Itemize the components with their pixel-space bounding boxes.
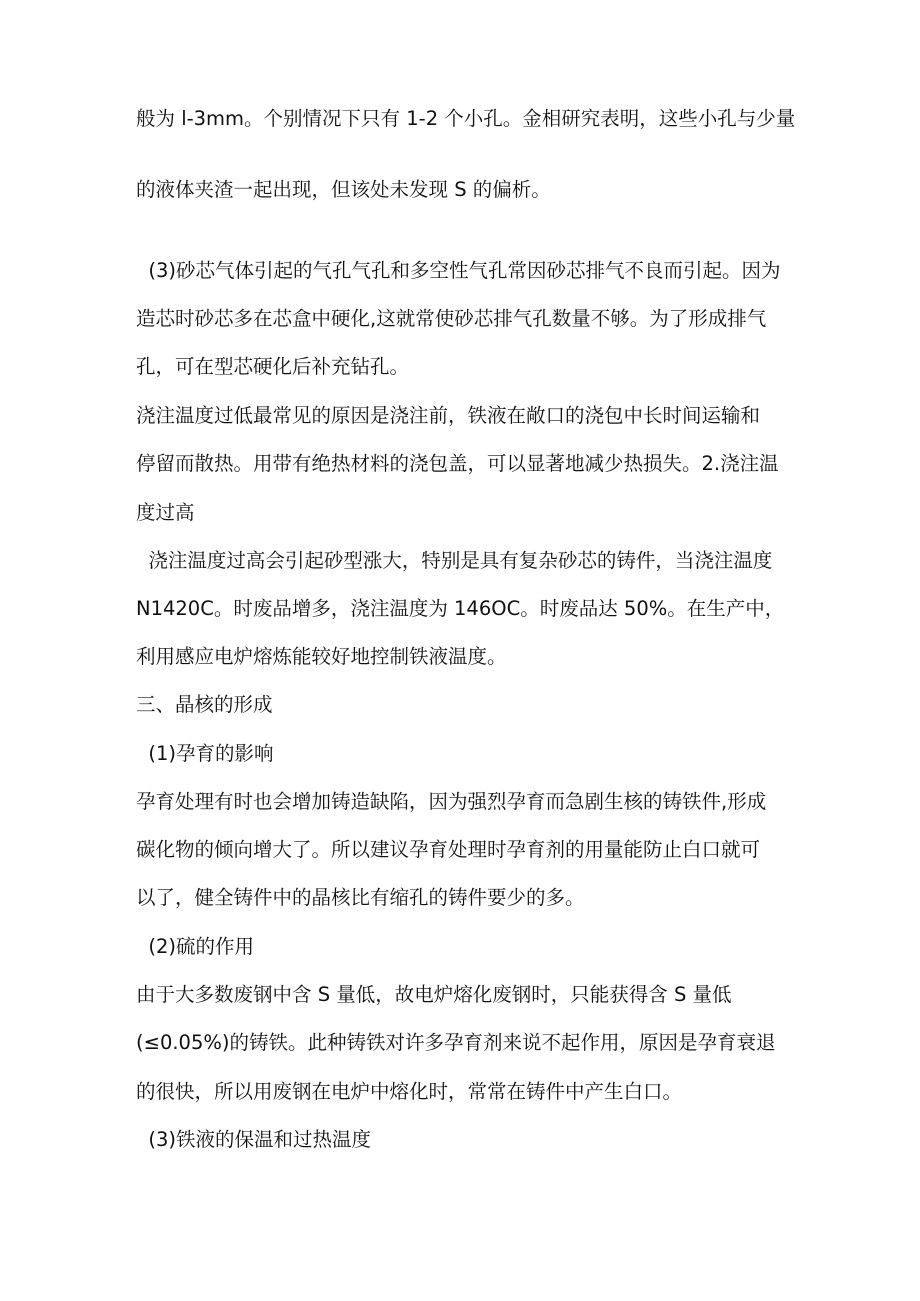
text-line: 浇注温度过低最常见的原因是浇注前，铁液在敞口的浇包中长时间运输和: [136, 404, 761, 427]
text-line: 以了，健全铸件中的晶核比有缩孔的铸件要少的多。: [136, 886, 585, 909]
text-line: 般为 l-3mm。个别情况下只有 1-2 个小孔。金相研究表明，这些小孔与少量: [136, 107, 796, 130]
subsection-heading: (3)铁液的保温和过热温度: [136, 1128, 372, 1151]
section-heading: 三、晶核的形成: [136, 693, 273, 716]
text-line: 利用感应电炉熔炼能较好地控制铁液温度。: [136, 645, 507, 668]
text-line: 的很快，所以用废钢在电炉中熔化时，常常在铸件中产生白口。: [136, 1080, 683, 1103]
text-line: 造芯时砂芯多在芯盒中硬化,这就常使砂芯排气孔数量不够。为了形成排气: [136, 307, 767, 330]
text-line: (3)砂芯气体引起的气孔气孔和多空性气孔常因砂芯排气不良而引起。因为: [136, 259, 781, 282]
text-line: 孕育处理有时也会增加铸造缺陷，因为强烈孕育而急剧生核的铸铁件,形成: [136, 790, 767, 813]
text-line: 度过高: [136, 501, 195, 524]
subsection-heading: (1)孕育的影响: [136, 742, 274, 765]
text-line: 的液体夹渣一起出现，但该处未发现 S 的偏析。: [136, 178, 551, 201]
subsection-heading: (2)硫的作用: [136, 935, 255, 958]
text-line: 由于大多数废钢中含 S 量低，故电炉熔化废钢时，只能获得含 S 量低: [136, 983, 732, 1006]
text-line: 孔，可在型芯硬化后补充钻孔。: [136, 355, 410, 378]
text-line: (≤0.05%)的铸铁。此种铸铁对许多孕育剂来说不起作用，原因是孕育衰退: [136, 1031, 776, 1054]
text-line: 碳化物的倾向增大了。所以建议孕育处理时孕育剂的用量能防止白口就可: [136, 838, 761, 861]
text-line: 浇注温度过高会引起砂型涨大，特别是具有复杂砂芯的铸件，当浇注温度: [136, 549, 773, 572]
text-line: 停留而散热。用带有绝热材料的浇包盖，可以显著地减少热损失。2.浇注温: [136, 452, 779, 475]
text-line: N1420C。时废品增多，浇注温度为 146OC。时废品达 50%。在生产中，: [136, 597, 785, 620]
